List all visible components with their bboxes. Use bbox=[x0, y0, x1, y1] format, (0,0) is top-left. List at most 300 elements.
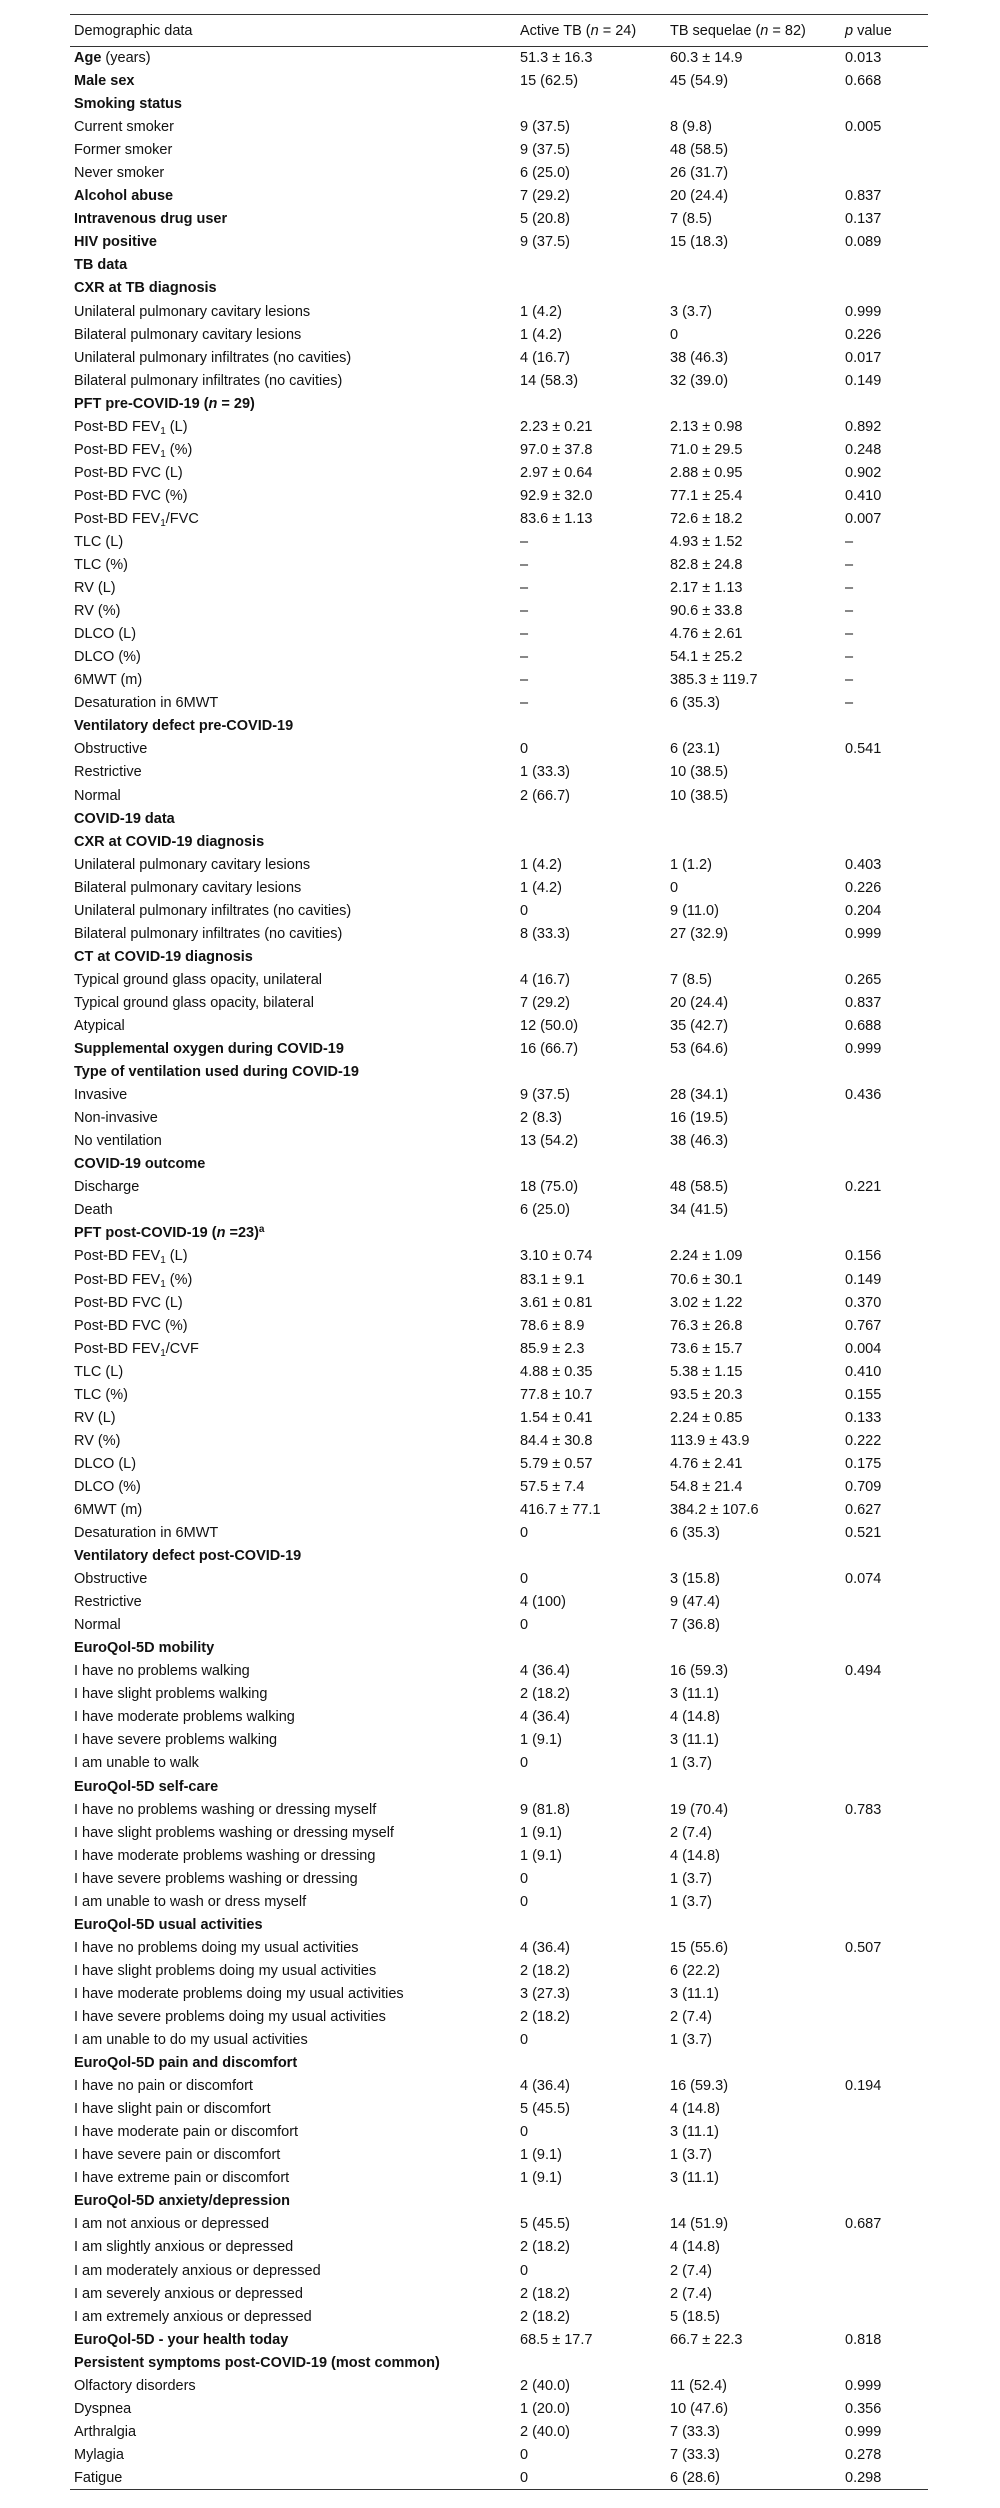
tb-sequelae-value bbox=[666, 2052, 841, 2075]
active-tb-value: 4 (36.4) bbox=[520, 1663, 570, 1680]
text-segment: Post-BD FEV bbox=[74, 1248, 161, 1265]
row-label bbox=[70, 392, 516, 415]
text-segment: = 24) bbox=[598, 22, 637, 39]
table-row bbox=[70, 1867, 928, 1890]
row-label: I have severe problems washing or dressing bbox=[74, 1870, 358, 1887]
text-segment: value bbox=[853, 22, 892, 39]
row-label: Unilateral pulmonary cavitary lesions bbox=[74, 303, 311, 320]
row-label: I have severe problems walking bbox=[74, 1732, 278, 1749]
p-value bbox=[841, 1199, 928, 1222]
tb-sequelae-value: 19 (70.4) bbox=[670, 1801, 729, 1818]
tb-sequelae-value: 82.8 ± 24.8 bbox=[670, 557, 743, 574]
p-value: – bbox=[845, 626, 854, 643]
p-value: 0.370 bbox=[845, 1294, 882, 1311]
p-value: 0.137 bbox=[845, 211, 882, 228]
table-row bbox=[70, 1498, 928, 1521]
active-tb-value: 1 (33.3) bbox=[520, 764, 570, 781]
row-label: I have no problems walking bbox=[74, 1663, 250, 1680]
p-value: 0.783 bbox=[845, 1801, 882, 1818]
p-value bbox=[841, 2098, 928, 2121]
active-tb-value: – bbox=[520, 603, 529, 620]
table-row bbox=[70, 600, 928, 623]
row-label: Persistent symptoms post-COVID-19 (most common) bbox=[74, 2354, 440, 2371]
table-row bbox=[70, 2029, 928, 2052]
tb-sequelae-value: 4.76 ± 2.41 bbox=[670, 1455, 743, 1472]
row-label: RV (%) bbox=[74, 1432, 121, 1449]
active-tb-value bbox=[516, 2351, 666, 2374]
table-row bbox=[70, 1291, 928, 1314]
active-tb-value: 2 (40.0) bbox=[520, 2377, 570, 2394]
active-tb-value: – bbox=[520, 672, 529, 689]
active-tb-value bbox=[516, 2052, 666, 2075]
section-row bbox=[70, 70, 928, 93]
table-row bbox=[70, 1176, 928, 1199]
active-tb-value: 2 (18.2) bbox=[520, 2009, 570, 2025]
table-row bbox=[70, 116, 928, 139]
tb-sequelae-value: 6 (35.3) bbox=[670, 695, 720, 712]
p-value bbox=[841, 2282, 928, 2305]
p-value bbox=[841, 1637, 928, 1660]
p-value bbox=[841, 2259, 928, 2282]
row-label: Unilateral pulmonary infiltrates (no cavities) bbox=[74, 349, 352, 366]
active-tb-value: 9 (37.5) bbox=[520, 119, 570, 136]
p-value bbox=[841, 1545, 928, 1568]
section-row bbox=[70, 830, 928, 853]
row-label: I have moderate problems washing or dressing bbox=[74, 1847, 376, 1864]
section-row bbox=[70, 208, 928, 231]
active-tb-value: 0 bbox=[520, 2124, 529, 2141]
row-label: I am unable to do my usual activities bbox=[74, 2032, 308, 2049]
p-value: 0.149 bbox=[845, 1271, 882, 1288]
row-label: 6MWT (m) bbox=[74, 1501, 143, 1518]
tb-sequelae-value: 2.13 ± 0.98 bbox=[670, 418, 743, 435]
text-segment: (%) bbox=[165, 1271, 193, 1288]
active-tb-value: 9 (37.5) bbox=[520, 142, 570, 159]
row-label: Restrictive bbox=[74, 1594, 142, 1611]
row-label bbox=[70, 1268, 516, 1291]
active-tb-value: 0 bbox=[520, 902, 529, 919]
row-label: I have slight pain or discomfort bbox=[74, 2101, 271, 2118]
tb-sequelae-value bbox=[666, 945, 841, 968]
p-value bbox=[841, 1683, 928, 1706]
tb-sequelae-value: 71.0 ± 29.5 bbox=[670, 441, 743, 458]
table-row bbox=[70, 1706, 928, 1729]
text-segment: (L) bbox=[165, 418, 188, 435]
tb-sequelae-value: 1 (3.7) bbox=[670, 1893, 712, 1910]
active-tb-value: 4 (36.4) bbox=[520, 2078, 570, 2095]
p-value bbox=[841, 1982, 928, 2005]
p-value bbox=[841, 2144, 928, 2167]
tb-sequelae-value: 2 (7.4) bbox=[670, 2262, 712, 2279]
tb-sequelae-value: 20 (24.4) bbox=[670, 188, 729, 205]
active-tb-value: 13 (54.2) bbox=[520, 1133, 579, 1150]
tb-sequelae-value: 1 (3.7) bbox=[670, 1755, 712, 1772]
tb-sequelae-value: 3 (15.8) bbox=[670, 1571, 720, 1588]
p-value: 0.410 bbox=[845, 487, 882, 504]
table-row bbox=[70, 669, 928, 692]
text-segment: 1 bbox=[160, 425, 166, 437]
p-value: 0.837 bbox=[845, 994, 882, 1011]
tb-sequelae-value bbox=[666, 1061, 841, 1084]
text-segment: (%) bbox=[165, 441, 193, 458]
active-tb-value: 0 bbox=[520, 2262, 529, 2279]
text-segment: n bbox=[590, 22, 599, 39]
p-value bbox=[841, 1752, 928, 1775]
tb-sequelae-value: 1 (3.7) bbox=[670, 1870, 712, 1887]
table-row bbox=[70, 1522, 928, 1545]
active-tb-value: 9 (37.5) bbox=[520, 1087, 570, 1104]
row-label: Former smoker bbox=[74, 142, 173, 159]
active-tb-value: – bbox=[520, 534, 529, 550]
table-row bbox=[70, 1660, 928, 1683]
row-label: DLCO (%) bbox=[74, 649, 141, 666]
row-label: I have no problems doing my usual activities bbox=[74, 1939, 359, 1956]
row-label: I have moderate pain or discomfort bbox=[74, 2124, 299, 2141]
row-label bbox=[70, 415, 516, 438]
row-label: I have no pain or discomfort bbox=[74, 2078, 253, 2095]
active-tb-value: 7 (29.2) bbox=[520, 994, 570, 1011]
section-row bbox=[70, 254, 928, 277]
table-row bbox=[70, 2259, 928, 2282]
row-label: Arthralgia bbox=[74, 2423, 137, 2440]
active-tb-value: 2 (40.0) bbox=[520, 2423, 570, 2440]
table-row bbox=[70, 484, 928, 507]
row-label: RV (%) bbox=[74, 603, 121, 620]
p-value bbox=[841, 392, 928, 415]
active-tb-value: 9 (81.8) bbox=[520, 1801, 570, 1818]
table-row bbox=[70, 1729, 928, 1752]
p-value: 0.494 bbox=[845, 1663, 882, 1680]
p-value: 0.521 bbox=[845, 1525, 882, 1542]
row-label: Intravenous drug user bbox=[74, 211, 228, 228]
p-value: – bbox=[845, 649, 854, 666]
text-segment: Post-BD FEV bbox=[74, 1340, 161, 1357]
table-row bbox=[70, 1959, 928, 1982]
row-label: Post-BD FVC (%) bbox=[74, 1317, 188, 1334]
table-row bbox=[70, 2397, 928, 2420]
tb-sequelae-value bbox=[666, 2351, 841, 2374]
tb-sequelae-value: 9 (47.4) bbox=[670, 1594, 720, 1611]
table-row bbox=[70, 1683, 928, 1706]
p-value: 0.767 bbox=[845, 1317, 882, 1334]
p-value: 0.089 bbox=[845, 234, 882, 251]
p-value bbox=[841, 784, 928, 807]
row-label: Current smoker bbox=[74, 119, 174, 136]
p-value: 0.436 bbox=[845, 1087, 882, 1104]
text-segment: Post-BD FEV bbox=[74, 441, 161, 458]
p-value bbox=[841, 1222, 928, 1245]
table-row bbox=[70, 623, 928, 646]
table-row bbox=[70, 1982, 928, 2005]
active-tb-value: – bbox=[520, 557, 529, 574]
p-value bbox=[841, 1107, 928, 1130]
table-row bbox=[70, 922, 928, 945]
p-value: – bbox=[845, 672, 854, 689]
table-row bbox=[70, 1890, 928, 1913]
p-value: 0.278 bbox=[845, 2446, 882, 2463]
text-segment: (L) bbox=[165, 1248, 188, 1265]
table-row bbox=[70, 899, 928, 922]
active-tb-value: 416.7 ± 77.1 bbox=[520, 1501, 601, 1518]
p-value: 0.221 bbox=[845, 1179, 882, 1196]
active-tb-value bbox=[516, 277, 666, 300]
p-value bbox=[841, 1867, 928, 1890]
row-label: Never smoker bbox=[74, 165, 165, 182]
active-tb-value: 0 bbox=[520, 1571, 529, 1588]
p-value bbox=[841, 945, 928, 968]
tb-sequelae-value: 54.1 ± 25.2 bbox=[670, 649, 743, 666]
row-label: TLC (%) bbox=[74, 1386, 128, 1403]
p-value: 0.999 bbox=[845, 2423, 882, 2440]
active-tb-value: 4 (100) bbox=[520, 1594, 566, 1611]
p-value bbox=[841, 2190, 928, 2213]
tb-sequelae-value: 6 (28.6) bbox=[666, 2466, 841, 2489]
active-tb-value: 78.6 ± 8.9 bbox=[520, 1317, 585, 1334]
row-label: I am not anxious or depressed bbox=[74, 2216, 270, 2233]
tb-sequelae-value: 72.6 ± 18.2 bbox=[670, 510, 743, 527]
table-row bbox=[70, 853, 928, 876]
active-tb-value: 1 (9.1) bbox=[520, 1847, 562, 1864]
table-row bbox=[70, 1752, 928, 1775]
tb-sequelae-value: 6 (23.1) bbox=[670, 741, 720, 758]
active-tb-value: 1 (4.2) bbox=[520, 326, 562, 343]
tb-sequelae-value bbox=[666, 1153, 841, 1176]
p-value: 0.356 bbox=[845, 2400, 882, 2417]
tb-sequelae-value: 7 (8.5) bbox=[670, 971, 712, 988]
p-value bbox=[841, 1706, 928, 1729]
active-tb-value: 4 (16.7) bbox=[520, 971, 570, 988]
tb-sequelae-value: 2 (7.4) bbox=[670, 1824, 712, 1841]
text-segment: = 82) bbox=[768, 22, 806, 39]
active-tb-value: 0 bbox=[520, 1617, 529, 1634]
table-row bbox=[70, 507, 928, 530]
active-tb-value: 51.3 ± 16.3 bbox=[520, 50, 593, 67]
row-label: EuroQol-5D self-care bbox=[74, 1778, 219, 1795]
section-row bbox=[70, 1038, 928, 1061]
row-label: Normal bbox=[74, 787, 121, 804]
row-label: Post-BD FVC (%) bbox=[74, 487, 188, 504]
p-value bbox=[841, 1913, 928, 1936]
row-label: Desaturation in 6MWT bbox=[74, 695, 219, 712]
active-tb-value: 4.88 ± 0.35 bbox=[520, 1363, 593, 1380]
section-row bbox=[70, 1775, 928, 1798]
active-tb-value: 7 (29.2) bbox=[520, 188, 570, 205]
active-tb-value: 18 (75.0) bbox=[520, 1179, 579, 1196]
row-label: Obstructive bbox=[74, 741, 148, 758]
row-label: Invasive bbox=[74, 1087, 128, 1104]
table-row bbox=[70, 1568, 928, 1591]
table-row bbox=[70, 1844, 928, 1867]
text-segment: Post-BD FEV bbox=[74, 1271, 161, 1288]
p-value: – bbox=[845, 534, 854, 550]
table-header bbox=[70, 15, 928, 47]
p-value: 0.204 bbox=[845, 902, 882, 919]
table-row bbox=[70, 1383, 928, 1406]
row-label: Non-invasive bbox=[74, 1110, 158, 1127]
p-value bbox=[841, 2305, 928, 2328]
tb-sequelae-value bbox=[666, 807, 841, 830]
tb-sequelae-value: 60.3 ± 14.9 bbox=[670, 50, 743, 67]
active-tb-value: 2 (8.3) bbox=[520, 1110, 562, 1127]
p-value bbox=[841, 1591, 928, 1614]
p-value: 0.668 bbox=[845, 73, 882, 90]
row-label: Desaturation in 6MWT bbox=[74, 1525, 219, 1542]
table-row bbox=[70, 876, 928, 899]
row-label: Mylagia bbox=[74, 2446, 124, 2463]
tb-sequelae-value: 6 (22.2) bbox=[670, 1962, 720, 1979]
tb-sequelae-value bbox=[666, 715, 841, 738]
p-value: 0.265 bbox=[845, 971, 882, 988]
row-label: I have slight problems walking bbox=[74, 1686, 268, 1703]
row-label bbox=[70, 507, 516, 530]
section-row bbox=[70, 1222, 928, 1245]
table-row bbox=[70, 2167, 928, 2190]
text-segment: n bbox=[216, 1225, 226, 1242]
table-row bbox=[70, 577, 928, 600]
text-segment: n bbox=[760, 22, 769, 39]
text-segment: Post-BD FEV bbox=[74, 418, 161, 435]
tb-sequelae-value: 0 bbox=[670, 879, 679, 896]
tb-sequelae-value: 8 (9.8) bbox=[670, 119, 712, 136]
table-row bbox=[70, 1337, 928, 1360]
active-tb-value: 0 bbox=[520, 2032, 529, 2049]
tb-sequelae-value: 3 (11.1) bbox=[670, 2124, 719, 2141]
active-tb-value: 1 (9.1) bbox=[520, 2170, 562, 2187]
row-label: TLC (L) bbox=[74, 1363, 124, 1380]
row-label: 6MWT (m) bbox=[74, 672, 143, 689]
tb-sequelae-value: 384.2 ± 107.6 bbox=[670, 1501, 759, 1518]
active-tb-value: 1 (4.2) bbox=[520, 303, 562, 320]
table-row bbox=[70, 692, 928, 715]
p-value bbox=[841, 807, 928, 830]
tb-sequelae-value: 1 (1.2) bbox=[670, 856, 712, 873]
section-row bbox=[70, 1545, 928, 1568]
table-row bbox=[70, 2420, 928, 2443]
row-label: Supplemental oxygen during COVID-19 bbox=[74, 1041, 344, 1058]
tb-sequelae-value bbox=[666, 2190, 841, 2213]
p-value: 0.149 bbox=[845, 372, 882, 389]
table-row bbox=[70, 2305, 928, 2328]
table-row bbox=[70, 1107, 928, 1130]
p-value bbox=[841, 1959, 928, 1982]
active-tb-value: 1 (4.2) bbox=[520, 879, 562, 896]
row-label: TLC (%) bbox=[74, 557, 128, 574]
active-tb-value: 8 (33.3) bbox=[520, 925, 570, 942]
p-value: 0.013 bbox=[845, 50, 882, 67]
table-row bbox=[70, 761, 928, 784]
tb-sequelae-value: 1 (3.7) bbox=[670, 2032, 712, 2049]
p-value: 0.155 bbox=[845, 1386, 882, 1403]
tb-sequelae-value: 1 (3.7) bbox=[670, 2147, 712, 2164]
p-value bbox=[841, 2121, 928, 2144]
p-value: 0.902 bbox=[845, 464, 882, 481]
table-row bbox=[70, 1084, 928, 1107]
p-value bbox=[841, 254, 928, 277]
p-value: 0.156 bbox=[845, 1248, 882, 1265]
text-segment: /FVC bbox=[165, 510, 199, 527]
row-label: DLCO (%) bbox=[74, 1478, 141, 1495]
tb-sequelae-value: 27 (32.9) bbox=[670, 925, 729, 942]
tb-sequelae-value: 10 (38.5) bbox=[670, 764, 729, 781]
active-tb-value bbox=[516, 2190, 666, 2213]
tb-sequelae-value: 2.88 ± 0.95 bbox=[670, 464, 743, 481]
active-tb-value: 0 bbox=[520, 1755, 529, 1772]
text-segment: 1 bbox=[160, 448, 166, 460]
tb-sequelae-value: 15 (55.6) bbox=[670, 1939, 729, 1956]
table-row bbox=[70, 2005, 928, 2028]
tb-sequelae-value: 5.38 ± 1.15 bbox=[670, 1363, 743, 1380]
p-value bbox=[841, 93, 928, 116]
active-tb-value: 5 (45.5) bbox=[520, 2216, 570, 2233]
row-label: EuroQol-5D - your health today bbox=[74, 2331, 289, 2348]
active-tb-value: 0 bbox=[520, 1893, 529, 1910]
table-row bbox=[70, 646, 928, 669]
active-tb-value: 6 (25.0) bbox=[520, 165, 570, 182]
tb-sequelae-value: 4 (14.8) bbox=[670, 1709, 720, 1726]
text-segment: PFT pre-COVID-19 ( bbox=[74, 395, 209, 412]
row-label: I am unable to walk bbox=[74, 1755, 199, 1772]
active-tb-value: 12 (50.0) bbox=[520, 1017, 579, 1034]
tb-sequelae-value: 113.9 ± 43.9 bbox=[670, 1432, 750, 1449]
table-row bbox=[70, 2075, 928, 2098]
row-label: I am slightly anxious or depressed bbox=[74, 2239, 294, 2256]
tb-sequelae-value: 2.24 ± 0.85 bbox=[670, 1409, 743, 1426]
p-value: 0.892 bbox=[845, 418, 882, 435]
tb-sequelae-value bbox=[666, 392, 841, 415]
row-label: I have severe pain or discomfort bbox=[74, 2147, 281, 2164]
tb-sequelae-value: 38 (46.3) bbox=[670, 1133, 729, 1150]
table-row bbox=[70, 2282, 928, 2305]
tb-sequelae-value: 45 (54.9) bbox=[670, 73, 729, 90]
tb-sequelae-value: 14 (51.9) bbox=[670, 2216, 729, 2233]
row-label: Ventilatory defect post-COVID-19 bbox=[74, 1548, 302, 1565]
tb-sequelae-value: 77.1 ± 25.4 bbox=[670, 487, 743, 504]
p-value bbox=[841, 761, 928, 784]
row-label: Ventilatory defect pre-COVID-19 bbox=[74, 718, 294, 735]
p-value bbox=[841, 162, 928, 185]
active-tb-value: 2.23 ± 0.21 bbox=[520, 418, 593, 435]
p-value: 0.298 bbox=[841, 2466, 928, 2489]
tb-sequelae-value: 70.6 ± 30.1 bbox=[670, 1271, 743, 1288]
section-row bbox=[70, 2351, 928, 2374]
row-label: I have slight problems doing my usual activities bbox=[74, 1962, 377, 1979]
p-value bbox=[841, 1130, 928, 1153]
demographic-data-table bbox=[70, 14, 928, 2490]
row-label: Discharge bbox=[74, 1179, 140, 1196]
row-label: RV (L) bbox=[74, 580, 116, 597]
table-row bbox=[70, 2098, 928, 2121]
row-label: Alcohol abuse bbox=[74, 188, 174, 205]
active-tb-value: 0 bbox=[520, 1525, 529, 1542]
row-label bbox=[70, 1245, 516, 1268]
p-value: 0.541 bbox=[845, 741, 882, 758]
row-label: Fatigue bbox=[70, 2466, 516, 2489]
text-segment: p bbox=[845, 22, 854, 39]
active-tb-value: 0 bbox=[520, 2446, 529, 2463]
p-value: 0.410 bbox=[845, 1363, 882, 1380]
row-label: EuroQol-5D mobility bbox=[74, 1640, 215, 1657]
tb-sequelae-value: 20 (24.4) bbox=[670, 994, 729, 1011]
active-tb-value: 4 (36.4) bbox=[520, 1709, 570, 1726]
p-value bbox=[841, 715, 928, 738]
row-label: Olfactory disorders bbox=[74, 2377, 196, 2394]
active-tb-value bbox=[516, 807, 666, 830]
tb-sequelae-value: 3 (11.1) bbox=[670, 1732, 719, 1749]
active-tb-value bbox=[516, 254, 666, 277]
row-label: I am moderately anxious or depressed bbox=[74, 2262, 321, 2279]
active-tb-value bbox=[516, 392, 666, 415]
active-tb-value: – bbox=[520, 626, 529, 643]
